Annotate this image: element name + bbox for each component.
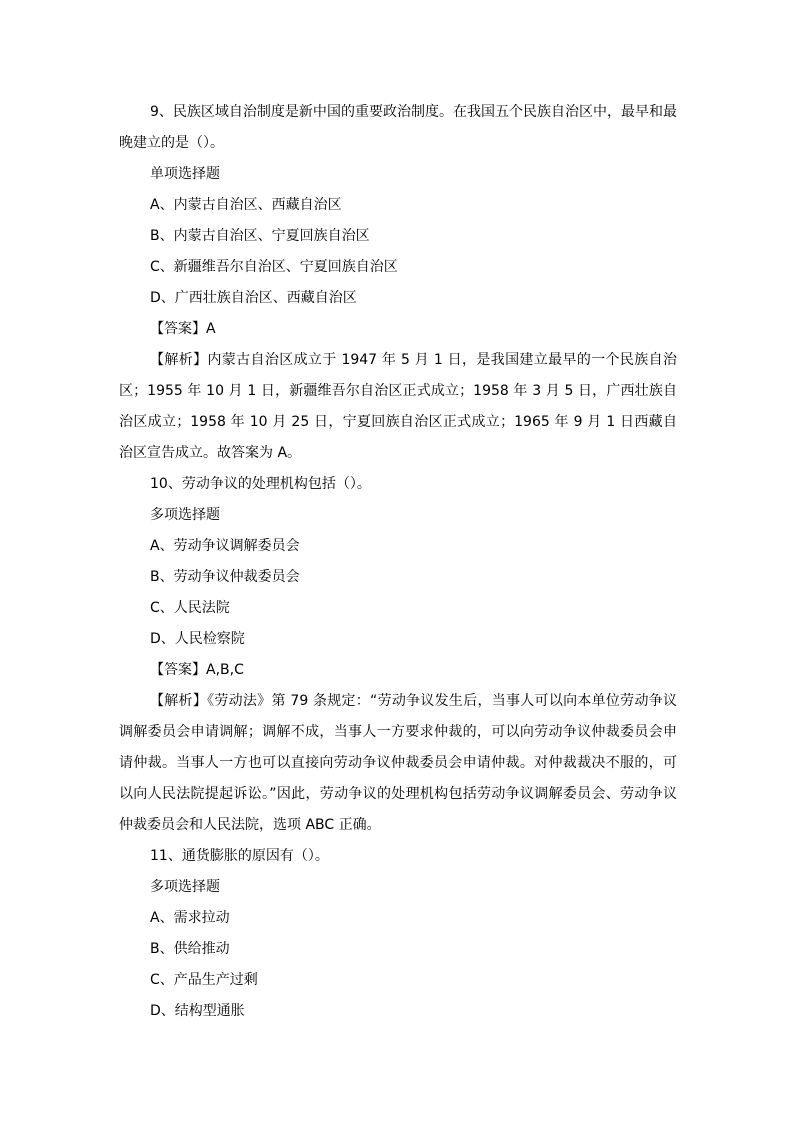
question-9-option-c: C、新疆维吾尔自治区、宁夏回族自治区	[150, 259, 398, 275]
question-10-option-c: C、人民法院	[150, 600, 230, 616]
question-9-analysis: 【解析】内蒙古自治区成立于 1947 年 5 月 1 日，是我国建立最早的一个民族自治区；1955 年 10 月 1 日，新疆维吾尔自治区正式成立；1958 年 3 月 5 日，广西壮族自治区成立；1958 年 10 月 25 日，宁夏回族自治区正式成立；1965 年 9 月 1 日西藏自治区宣告成立。故答案为 A。	[119, 352, 677, 461]
question-9-option-a: A、内蒙古自治区、西藏自治区	[150, 197, 342, 213]
question-11-option-b: B、供给推动	[150, 941, 230, 957]
question-11-type: 多项选择题	[150, 879, 220, 895]
question-11-option-a: A、需求拉动	[150, 910, 230, 926]
question-9-stem: 9、民族区域自治制度是新中国的重要政治制度。在我国五个民族自治区中，最早和最晚建立的是（）。	[119, 104, 677, 151]
question-10-answer: 【答案】A,B,C	[150, 662, 244, 678]
question-11-stem: 11、通货膨胀的原因有（）。	[150, 848, 329, 864]
question-10-stem: 10、劳动争议的处理机构包括（）。	[150, 476, 371, 492]
question-9-answer: 【答案】A	[150, 321, 216, 337]
question-11-option-d: D、结构型通胀	[150, 1003, 245, 1019]
document-page	[119, 97, 677, 1027]
question-10-option-b: B、劳动争议仲裁委员会	[150, 569, 300, 585]
question-10-type: 多项选择题	[150, 507, 220, 523]
question-11-option-c: C、产品生产过剩	[150, 972, 258, 988]
question-10-option-a: A、劳动争议调解委员会	[150, 538, 300, 554]
question-9-option-d: D、广西壮族自治区、西藏自治区	[150, 290, 357, 306]
question-10-analysis: 【解析】《劳动法》第 79 条规定：“劳动争议发生后，当事人可以向本单位劳动争议调解委员会申请调解；调解不成，当事人一方要求仲裁的，可以向劳动争议仲裁委员会申请仲裁。当事人一方也可以直接向劳动争议仲裁委员会申请仲裁。对仲裁裁决不服的，可以向人民法院提起诉讼。”因此，劳动争议的处理机构包括劳动争议调解委员会、劳动争议仲裁委员会和人民法院，选项 ABC 正确。	[119, 693, 677, 833]
question-9-type: 单项选择题	[150, 166, 220, 182]
question-9-option-b: B、内蒙古自治区、宁夏回族自治区	[150, 228, 370, 244]
question-10-option-d: D、人民检察院	[150, 631, 245, 647]
